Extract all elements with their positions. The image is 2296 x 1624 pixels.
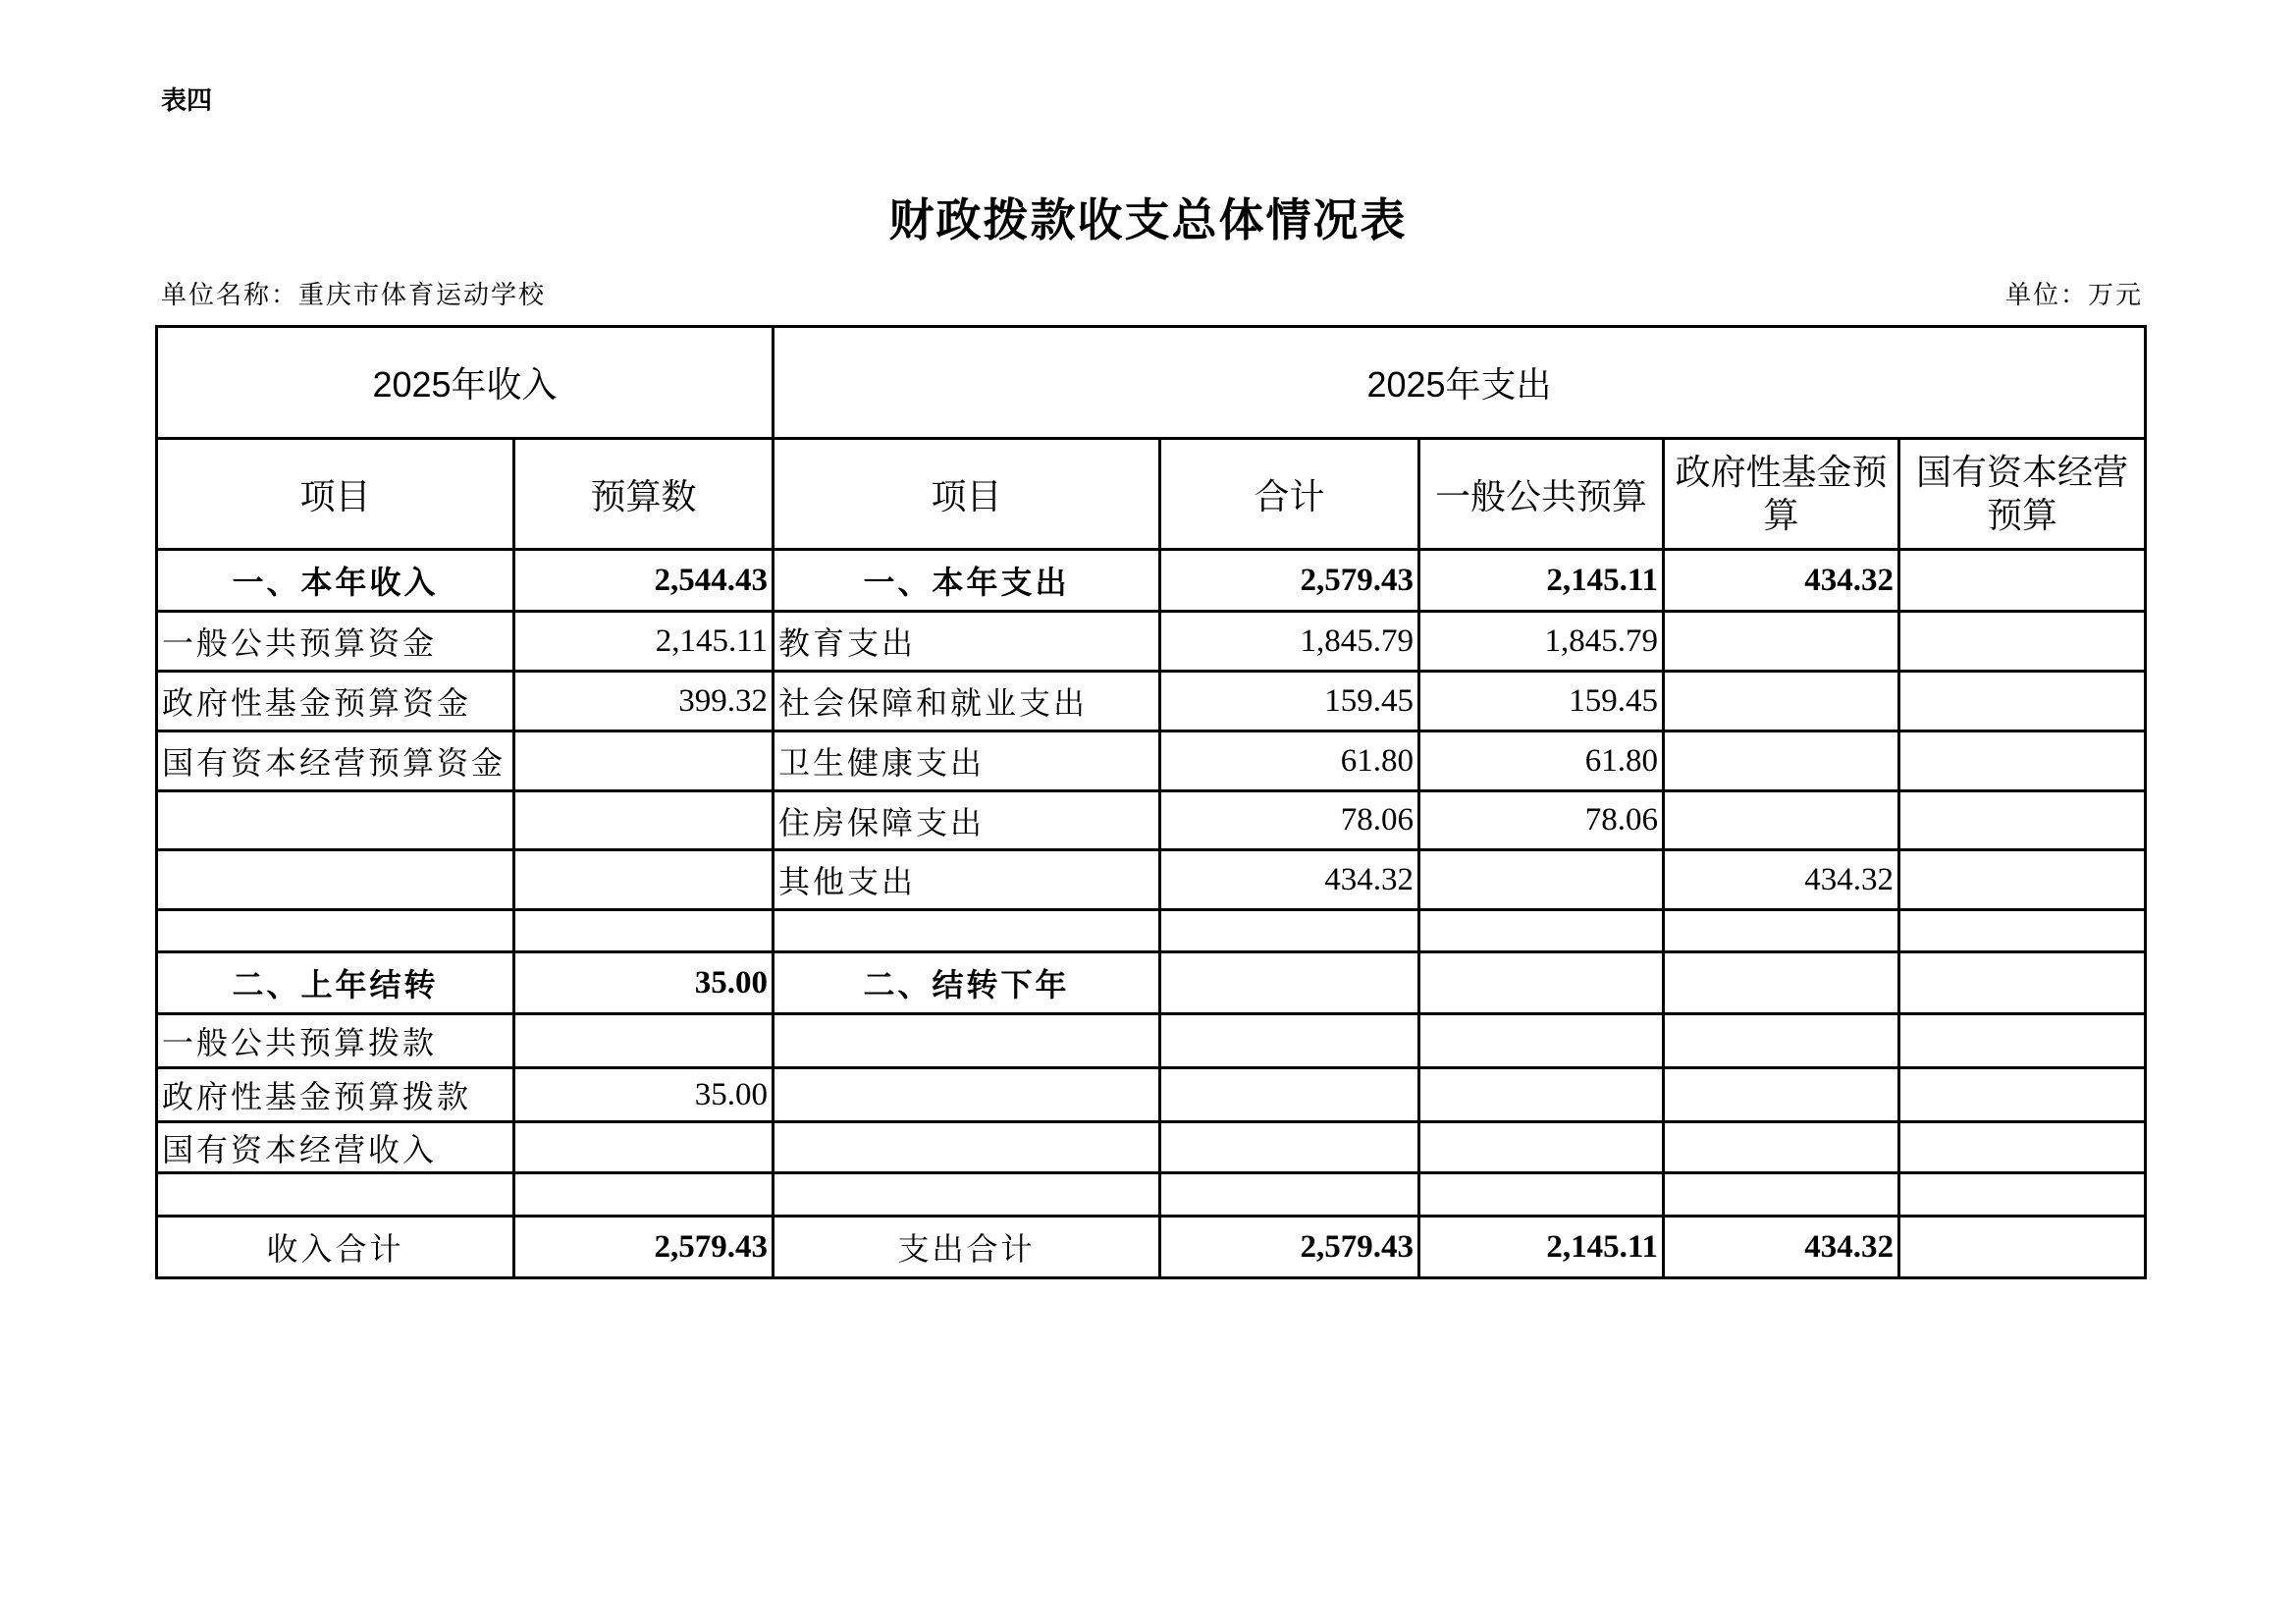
table-row (157, 1173, 2146, 1217)
cell-state-capital (1899, 850, 2146, 910)
cell-expense-item (774, 1173, 1160, 1217)
cell-state-capital (1899, 1122, 2146, 1173)
col-expense-item: 项目 (774, 439, 1160, 550)
cell-state-capital (1899, 1068, 2146, 1122)
cell-general-public (1419, 1122, 1664, 1173)
income-group-header: 2025年收入 (157, 327, 774, 439)
cell-gov-fund (1664, 1173, 1899, 1217)
cell-gov-fund: 434.32 (1664, 1217, 1899, 1278)
cell-total: 61.80 (1160, 731, 1419, 791)
cell-total (1160, 1014, 1419, 1068)
cell-total (1160, 910, 1419, 952)
cell-state-capital (1899, 952, 2146, 1014)
cell-income-budget: 35.00 (514, 952, 774, 1014)
table-row (157, 672, 2146, 731)
cell-gov-fund (1664, 731, 1899, 791)
cell-income-item: 国有资本经营收入 (157, 1122, 514, 1173)
cell-income-budget (514, 850, 774, 910)
cell-expense-item: 一、本年支出 (774, 550, 1160, 612)
table-row (157, 550, 2146, 612)
cell-total: 434.32 (1160, 850, 1419, 910)
cell-general-public: 2,145.11 (1419, 1217, 1664, 1278)
cell-state-capital (1899, 1173, 2146, 1217)
col-state-capital: 国有资本经营预算 (1899, 439, 2146, 550)
cell-income-budget: 35.00 (514, 1068, 774, 1122)
cell-expense-item: 二、结转下年 (774, 952, 1160, 1014)
cell-expense-item (774, 1068, 1160, 1122)
cell-income-item: 一、本年收入 (157, 550, 514, 612)
cell-state-capital (1899, 1217, 2146, 1278)
col-general-public: 一般公共预算 (1419, 439, 1664, 550)
cell-general-public (1419, 952, 1664, 1014)
cell-total: 78.06 (1160, 791, 1419, 850)
cell-expense-item: 住房保障支出 (774, 791, 1160, 850)
cell-expense-item: 社会保障和就业支出 (774, 672, 1160, 731)
cell-state-capital (1899, 550, 2146, 612)
cell-income-budget (514, 1173, 774, 1217)
table-row (157, 1122, 2146, 1173)
group-header-row (157, 327, 2146, 439)
column-header-row (157, 439, 2146, 550)
cell-expense-item: 卫生健康支出 (774, 731, 1160, 791)
col-gov-fund: 政府性基金预算 (1664, 439, 1899, 550)
cell-general-public (1419, 1068, 1664, 1122)
cell-income-budget: 399.32 (514, 672, 774, 731)
cell-expense-item (774, 1122, 1160, 1173)
table-row (157, 952, 2146, 1014)
table-row (157, 1217, 2146, 1278)
cell-total: 2,579.43 (1160, 1217, 1419, 1278)
cell-income-item (157, 791, 514, 850)
cell-income-budget (514, 791, 774, 850)
cell-state-capital (1899, 910, 2146, 952)
cell-income-budget: 2,544.43 (514, 550, 774, 612)
cell-gov-fund (1664, 612, 1899, 672)
cell-total: 159.45 (1160, 672, 1419, 731)
cell-income-budget (514, 910, 774, 952)
cell-total (1160, 1068, 1419, 1122)
cell-income-item: 一般公共预算拨款 (157, 1014, 514, 1068)
cell-gov-fund (1664, 1068, 1899, 1122)
col-total: 合计 (1160, 439, 1419, 550)
cell-state-capital (1899, 731, 2146, 791)
cell-total (1160, 1122, 1419, 1173)
cell-income-budget: 2,145.11 (514, 612, 774, 672)
cell-income-budget (514, 1014, 774, 1068)
cell-gov-fund (1664, 791, 1899, 850)
cell-general-public (1419, 910, 1664, 952)
expense-group-header: 2025年支出 (774, 327, 2146, 439)
cell-expense-item (774, 1014, 1160, 1068)
cell-general-public: 159.45 (1419, 672, 1664, 731)
table-row (157, 791, 2146, 850)
cell-state-capital (1899, 791, 2146, 850)
cell-general-public: 78.06 (1419, 791, 1664, 850)
cell-total: 2,579.43 (1160, 550, 1419, 612)
cell-income-item: 政府性基金预算资金 (157, 672, 514, 731)
unit-name: 单位名称：重庆市体育运动学校 (161, 281, 547, 309)
cell-total: 1,845.79 (1160, 612, 1419, 672)
cell-gov-fund: 434.32 (1664, 850, 1899, 910)
col-income-budget: 预算数 (514, 439, 774, 550)
cell-gov-fund (1664, 952, 1899, 1014)
cell-income-item: 政府性基金预算拨款 (157, 1068, 514, 1122)
cell-expense-item: 支出合计 (774, 1217, 1160, 1278)
table-row (157, 850, 2146, 910)
cell-income-item: 二、上年结转 (157, 952, 514, 1014)
cell-income-budget: 2,579.43 (514, 1217, 774, 1278)
cell-total (1160, 1173, 1419, 1217)
cell-income-item: 一般公共预算资金 (157, 612, 514, 672)
col-income-item: 项目 (157, 439, 514, 550)
cell-general-public: 2,145.11 (1419, 550, 1664, 612)
cell-income-item (157, 1173, 514, 1217)
cell-gov-fund (1664, 1122, 1899, 1173)
cell-state-capital (1899, 1014, 2146, 1068)
table-row (157, 910, 2146, 952)
cell-income-budget (514, 731, 774, 791)
cell-state-capital (1899, 612, 2146, 672)
table-row (157, 1014, 2146, 1068)
cell-total (1160, 952, 1419, 1014)
cell-gov-fund (1664, 1014, 1899, 1068)
table-row (157, 731, 2146, 791)
cell-income-budget (514, 1122, 774, 1173)
table-label: 表四 (161, 85, 213, 115)
cell-income-item (157, 850, 514, 910)
page-title: 财政拨款收支总体情况表 (888, 195, 1408, 245)
cell-general-public: 1,845.79 (1419, 612, 1664, 672)
cell-income-item (157, 910, 514, 952)
table-row (157, 612, 2146, 672)
cell-general-public: 61.80 (1419, 731, 1664, 791)
cell-expense-item: 其他支出 (774, 850, 1160, 910)
cell-income-item: 国有资本经营预算资金 (157, 731, 514, 791)
cell-gov-fund: 434.32 (1664, 550, 1899, 612)
cell-income-item: 收入合计 (157, 1217, 514, 1278)
table-row (157, 1068, 2146, 1122)
cell-expense-item: 教育支出 (774, 612, 1160, 672)
cell-expense-item (774, 910, 1160, 952)
cell-general-public (1419, 1014, 1664, 1068)
cell-gov-fund (1664, 672, 1899, 731)
cell-general-public (1419, 850, 1664, 910)
fiscal-table (155, 325, 2147, 1279)
cell-state-capital (1899, 672, 2146, 731)
cell-general-public (1419, 1173, 1664, 1217)
unit-measure: 单位：万元 (2004, 281, 2143, 309)
cell-gov-fund (1664, 910, 1899, 952)
